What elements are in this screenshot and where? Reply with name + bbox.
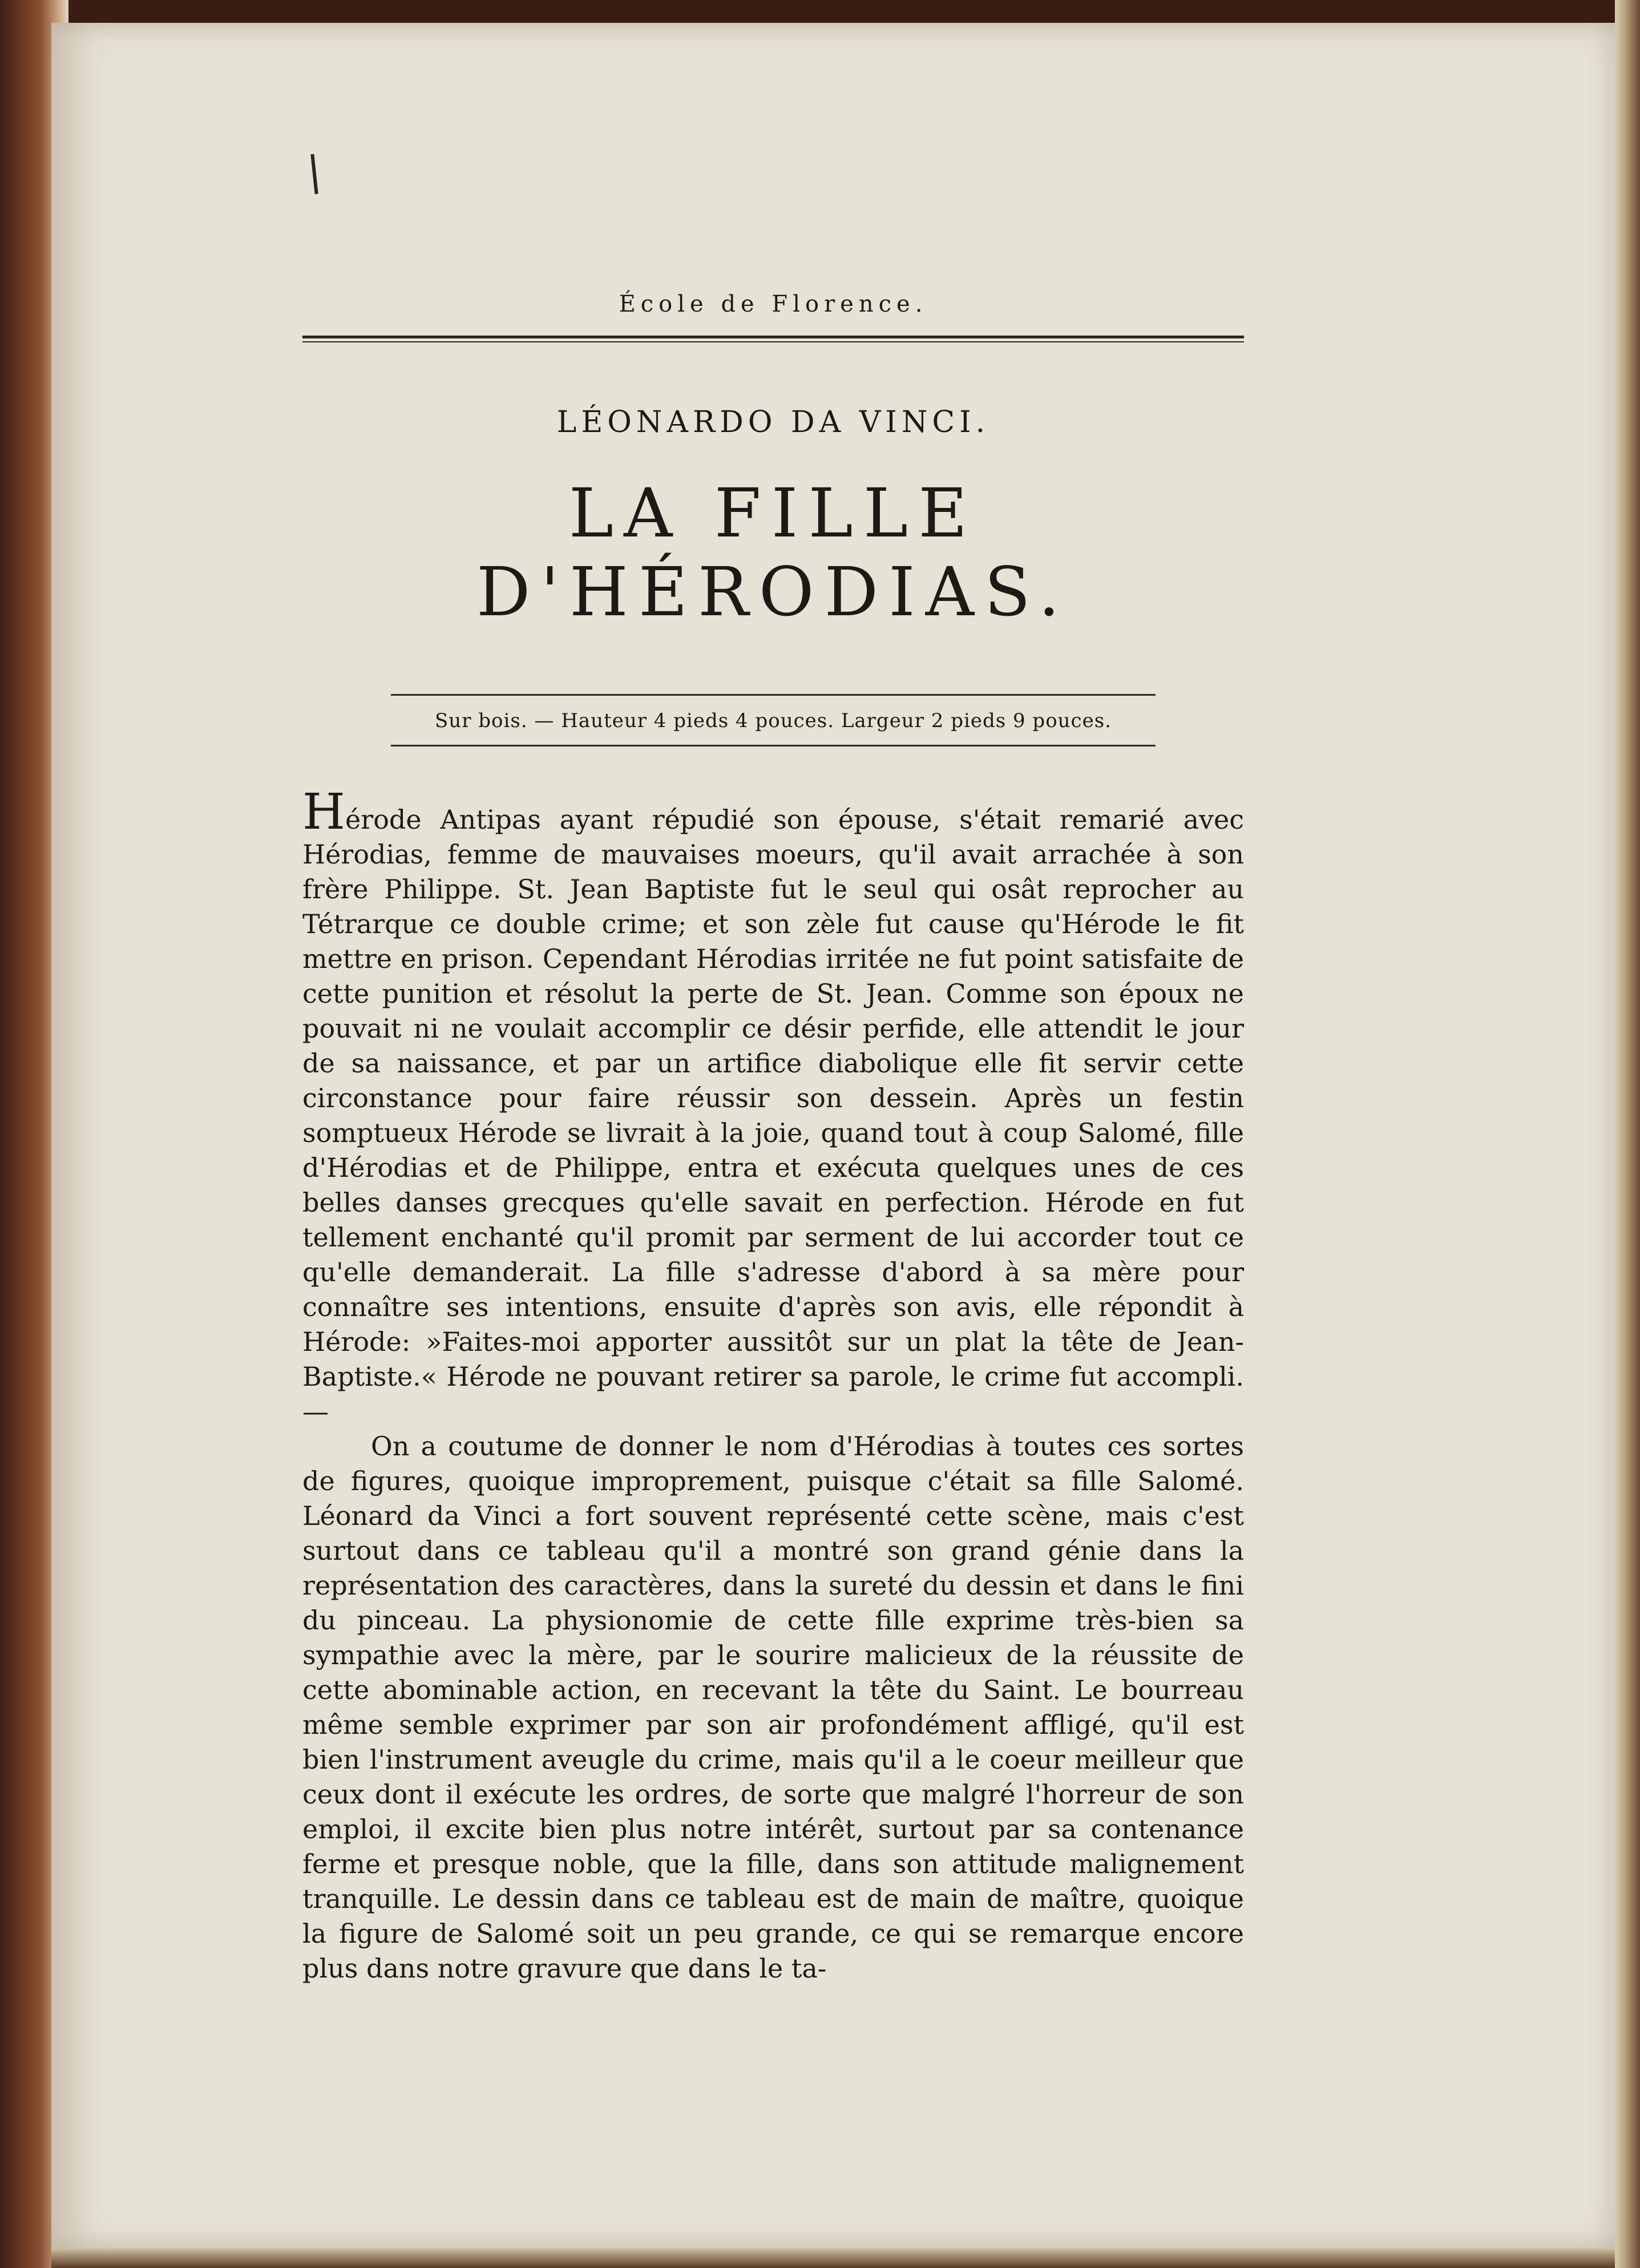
school-heading: École de Florence. bbox=[619, 291, 928, 317]
page-edge-right bbox=[1615, 0, 1640, 2268]
dimensions-rule-bottom bbox=[391, 745, 1156, 746]
page-edge-bottom bbox=[51, 2249, 1615, 2268]
paragraph-1-text: érode Antipas ayant répudié son épouse, s'était remarié avec Hérodias, femme de mauvaises moeurs, qu'il avait arrachée à son frère Philippe. St. Jean Baptiste fut le seul qui osât reprocher au Tétrarque ce double crime; et son zèle fut cause qu'Hérode le fit mettre en prison. Cependant Hérodias irritée ne fut point satisfaite de cette punition et résolut la perte de St. Jean. Comme son époux ne pouvait ni ne voulait accomplir ce désir perfide, elle attendit le jour de sa naissance, et par un artifice diabolique elle fit servir cette circonstance pour faire réussir son dessein. Après un festin somptueux Hérode se livrait à la joie, quand tout à coup Salomé, fille d'Hérodias et de Philippe, entra et exécuta quelques unes de ces belles danses grecques qu'elle savait en perfection. Hérode en fut tellement enchanté qu'il promit par serment de lui accorder tout ce qu'elle demanderait. La fille s'adresse d'abord à sa mère pour connaître ses intentions, ensuite d'après son avis, elle répondit à Hérode: »Faites-moi apporter aussitôt sur un plat la tête de Jean-Baptiste.« Hérode ne pouvant retirer sa parole, le crime fut accompli. — bbox=[302, 804, 1244, 1427]
drop-cap: H bbox=[302, 784, 345, 841]
body-text bbox=[302, 784, 1244, 1986]
header-rule bbox=[302, 336, 1244, 342]
artist-name: LÉONARDO DA VINCI. bbox=[556, 405, 990, 439]
paragraph-1 bbox=[302, 784, 1244, 1429]
page-title: LA FILLE D'HÉRODIAS. bbox=[476, 474, 1071, 631]
dimensions-block bbox=[391, 694, 1156, 746]
paragraph-2: On a coutume de donner le nom d'Hérodias à toutes ces sortes de figures, quoique improprement, puisque c'était sa fille Salomé. Léonard da Vinci a fort souvent représenté cette scène, mais c'est surtout dans ce tableau qu'il a montré son grand génie dans la représentation des caractères, dans la sureté du dessin et dans le fini du pinceau. La physionomie de cette fille exprime très-bien sa sympathie avec la mère, par le sourire malicieux de la réussite de cette abominable action, en recevant la tête du Saint. Le bourreau même semble exprimer par son air profondément affligé, qu'il est bien l'instrument aveugle du crime, mais qu'il a le coeur meilleur que ceux dont il exécute les ordres, de sorte que malgré l'horreur de son emploi, il excite bien plus notre intérêt, surtout par sa contenance ferme et presque noble, que la fille, dans son attitude malignement tranquille. Le dessin dans ce tableau est de main de maître, quoique la figure de Salomé soit un peu grande, ce qui se remarque encore plus dans notre gravure que dans le ta- bbox=[302, 1431, 1244, 1984]
page-content bbox=[302, 274, 1244, 1986]
dimensions-text: Sur bois. — Hauteur 4 pieds 4 pouces. Largeur 2 pieds 9 pouces. bbox=[435, 709, 1112, 732]
